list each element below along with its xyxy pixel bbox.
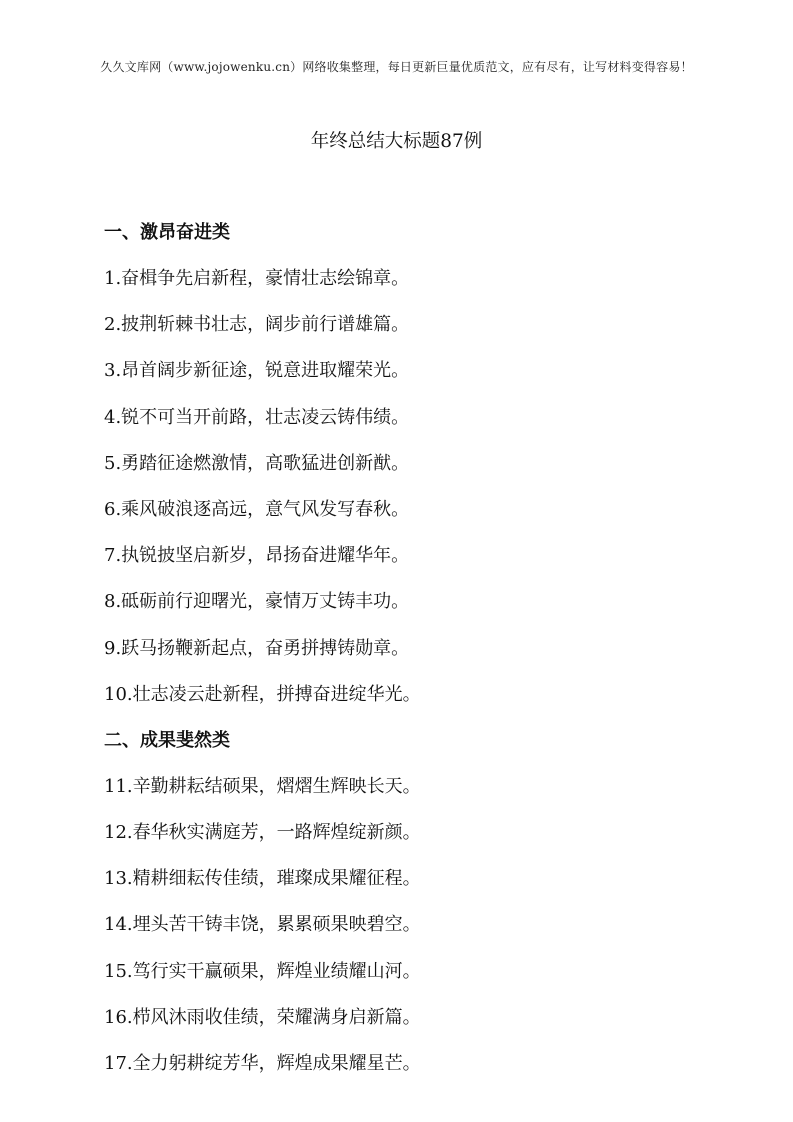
document-body (104, 210, 724, 1087)
page-header: 久久文库网（www.jojowenku.cn）网络收集整理，每日更新巨量优质范文，应有尽有，让写材料变得容易！ (100, 60, 693, 74)
list-item: 17.全力躬耕绽芳华，辉煌成果耀星芒。 (104, 1053, 421, 1074)
section-inspiring (104, 210, 724, 718)
list-item: 8.砥砺前行迎曙光，豪情万丈铸丰功。 (104, 591, 410, 613)
list-item: 2.披荆斩棘书壮志，阔步前行谱雄篇。 (104, 314, 410, 336)
list-item: 1.奋楫争先启新程，豪情壮志绘锦章。 (104, 268, 410, 289)
list-item: 12.春华秋实满庭芳，一路辉煌绽新颜。 (104, 822, 421, 844)
list-item: 6.乘风破浪逐高远，意气风发写春秋。 (104, 498, 410, 520)
list-item: 9.跃马扬鞭新起点，奋勇拼搏铸勋章。 (104, 637, 410, 659)
list-item: 4.锐不可当开前路，壮志凌云铸伟绩。 (104, 406, 410, 428)
list-item: 16.栉风沐雨收佳绩，荣耀满身启新篇。 (104, 1006, 421, 1028)
section-heading: 一、激昂奋进类 (104, 222, 230, 243)
list-item: 11.辛勤耕耘结硕果，熠熠生辉映长天。 (104, 775, 421, 797)
document-title: 年终总结大标题87例 (310, 131, 483, 152)
list-item: 15.笃行实干赢硕果，辉煌业绩耀山河。 (104, 960, 421, 982)
list-item: 13.精耕细耘传佳绩，璀璨成果耀征程。 (104, 868, 421, 890)
section-heading: 二、成果斐然类 (104, 729, 230, 751)
list-item: 5.勇踏征途燃激情，高歌猛进创新猷。 (104, 452, 410, 474)
list-item: 10.壮志凌云赴新程，拼搏奋进绽华光。 (104, 683, 421, 705)
list-item: 3.昂首阔步新征途，锐意进取耀荣光。 (104, 360, 410, 382)
section-achievements (104, 718, 724, 1087)
list-item: 7.执锐披坚启新岁，昂扬奋进耀华年。 (104, 545, 410, 567)
list-item: 14.埋头苦干铸丰饶，累累硕果映碧空。 (104, 914, 421, 936)
